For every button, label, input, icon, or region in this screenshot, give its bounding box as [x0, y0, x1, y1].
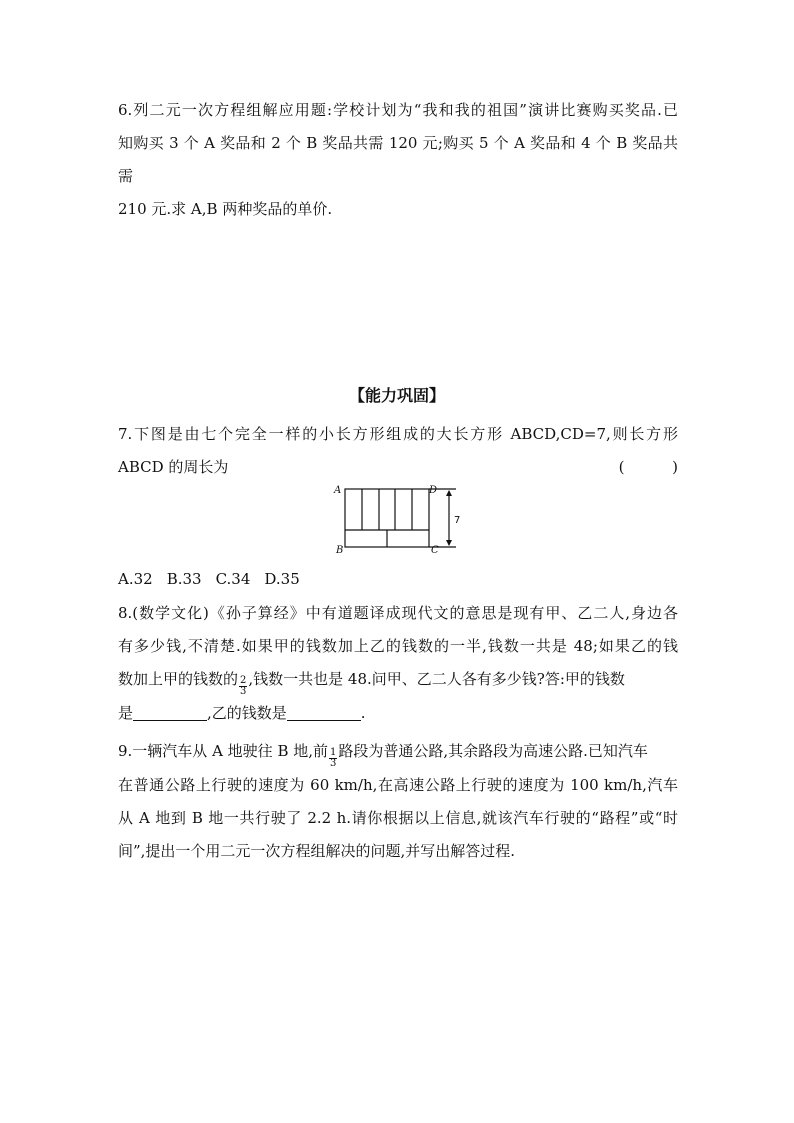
answer-parentheses[interactable]: ( )	[618, 458, 678, 476]
q9-line-4: 间”,提出一个用二元一次方程组解决的问题,并写出解答过程.	[118, 842, 515, 860]
q7-choices	[118, 565, 300, 593]
q9-line-1-pre: 9.一辆汽车从 A 地驶往 B 地,前	[118, 742, 329, 760]
choice-c[interactable]: C.34	[215, 570, 251, 588]
q8-line-3-post: ,钱数一共也是 48.问甲、乙二人各有多少钱?答:甲的钱数	[248, 670, 625, 688]
q9-line-1-post: 路段为普通公路,其余路段为高速公路.已知汽车	[338, 742, 648, 760]
q8-line-3	[118, 663, 678, 697]
q9-line-2: 在普通公路上行驶的速度为 60 km/h,在高速公路上行驶的速度为 100 km/h,汽车	[118, 776, 678, 794]
q6-line-2: 知购买 3 个 A 奖品和 2 个 B 奖品共需 120 元;购买 5 个 A 奖品和 4 个 B 奖品共需	[118, 134, 678, 185]
arrow-up-icon	[446, 490, 452, 496]
fraction-numerator: 2	[240, 675, 247, 686]
q7-line-1: 7.下图是由七个完全一样的小长方形组成的大长方形 ABCD,CD=7,则长方形	[118, 425, 678, 443]
choice-a[interactable]: A.32	[118, 570, 153, 588]
rectangle-figure	[328, 482, 468, 556]
label-a: A	[334, 485, 342, 496]
question-6	[118, 94, 678, 226]
fraction-numerator: 1	[330, 747, 337, 758]
fraction-denominator: 3	[330, 758, 337, 769]
fraction-two-thirds	[239, 676, 247, 697]
q8-line-4	[118, 697, 678, 730]
q8-line-4-pre: 是	[118, 704, 134, 722]
fraction-denominator: 3	[240, 686, 247, 697]
answer-blank-jia[interactable]	[133, 704, 207, 721]
fraction-one-third	[329, 748, 337, 769]
label-c: C	[431, 545, 439, 556]
question-9	[118, 735, 678, 868]
q6-line-1: 6.列二元一次方程组解应用题:学校计划为“我和我的祖国”演讲比赛购买奖品.已	[118, 101, 678, 119]
answer-blank-yi[interactable]	[287, 704, 361, 721]
q8-line-3-pre: 数加上甲的钱数的	[118, 670, 239, 688]
q8-line-4-post: .	[360, 704, 366, 722]
question-7	[118, 418, 678, 484]
q8-line-2: 有多少钱,不清楚.如果甲的钱数加上乙的钱数的一半,钱数一共是 48;如果乙的钱	[118, 637, 678, 655]
choice-d[interactable]: D.35	[264, 570, 300, 588]
q8-line-4-mid: ,乙的钱数是	[207, 704, 287, 722]
label-d: D	[429, 485, 438, 496]
choice-b[interactable]: B.33	[166, 570, 202, 588]
arrow-down-icon	[446, 540, 452, 546]
q7-line-2	[118, 451, 678, 484]
q6-line-3: 210 元.求 A,B 两种奖品的单价.	[118, 200, 333, 218]
q9-line-1	[118, 735, 678, 769]
question-8	[118, 597, 678, 730]
q9-line-3: 从 A 地到 B 地一共行驶了 2.2 h.请你根据以上信息,就该汽车行驶的“路程”或“时	[118, 809, 678, 827]
q8-line-1: 8.(数学文化)《孙子算经》中有道题译成现代文的意思是现有甲、乙二人,身边各	[118, 604, 678, 622]
label-b: B	[336, 545, 344, 556]
q7-line-2-text: ABCD 的周长为	[118, 458, 229, 476]
dimension-label: 7	[454, 515, 461, 526]
section-heading: 【能力巩固】	[348, 386, 445, 405]
